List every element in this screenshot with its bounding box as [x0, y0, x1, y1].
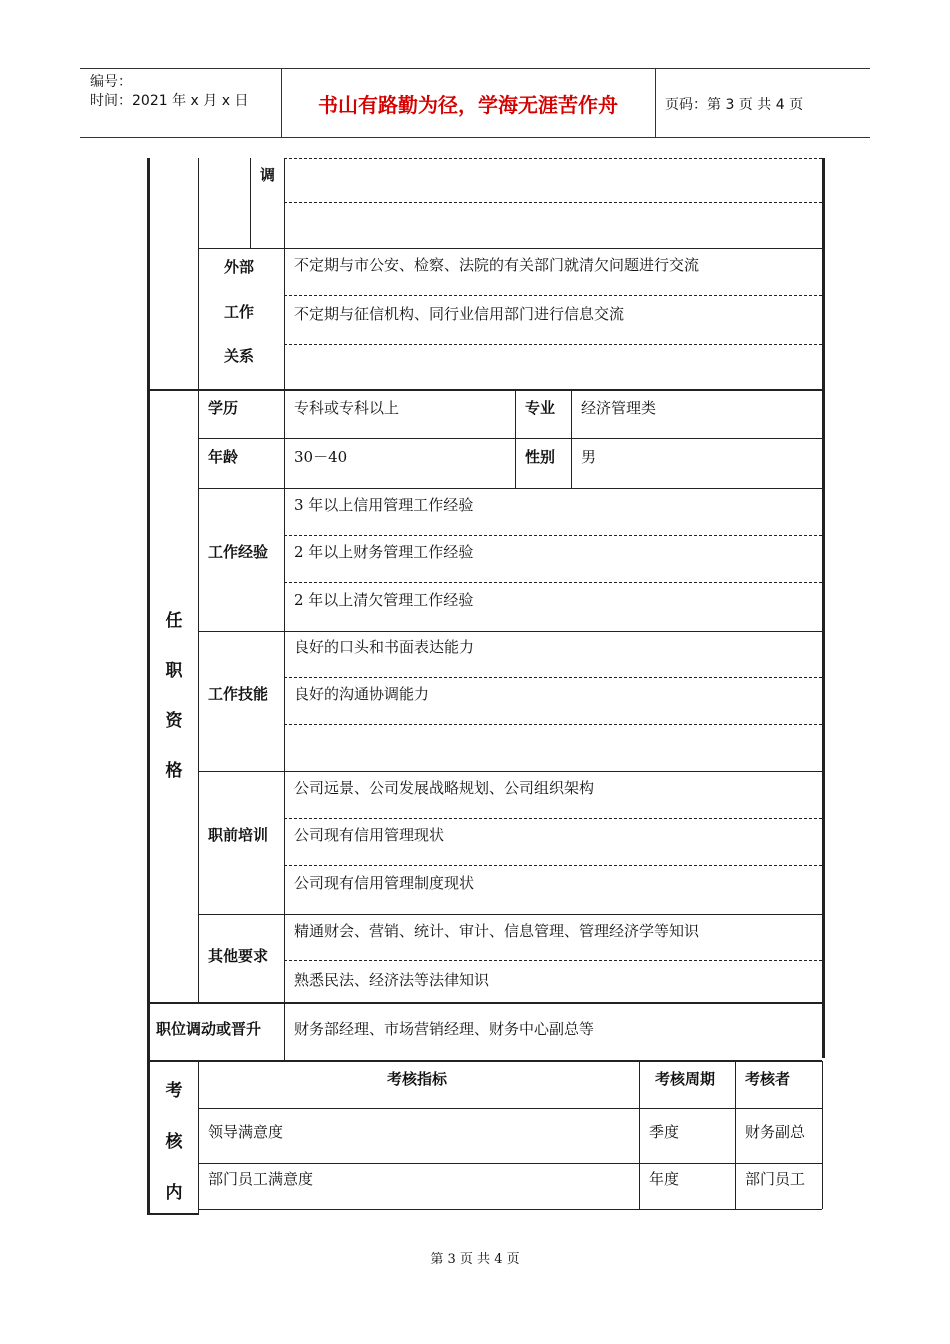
assessment-row-1-assessor: 财务副总 — [745, 1123, 806, 1141]
training-item-3: 公司现有信用管理制度现状 — [294, 874, 475, 892]
external-label-1: 外部 — [224, 258, 255, 276]
header-left — [90, 73, 248, 111]
doc-number-label: 编号： — [90, 74, 132, 90]
training-item-1: 公司远景、公司发展战略规划、公司组织架构 — [294, 779, 595, 797]
job-description-table — [150, 158, 825, 1215]
qualifications-label-4: 格 — [165, 761, 183, 781]
assessment-label-3: 内 — [165, 1183, 183, 1203]
education-label: 学历 — [208, 399, 239, 417]
assessment-row-2-period: 年度 — [649, 1170, 680, 1188]
major-value: 经济管理类 — [581, 399, 657, 417]
assessment-row-1-indicator: 领导满意度 — [208, 1123, 284, 1141]
training-label: 职前培训 — [208, 826, 269, 844]
assessment-label-2: 核 — [165, 1132, 183, 1152]
doc-time-label: 时间：2021 年 x 月 x 日 — [90, 93, 249, 109]
assessment-row-2-indicator: 部门员工满意度 — [208, 1170, 314, 1188]
other-label: 其他要求 — [208, 947, 269, 965]
assessment-header-period: 考核周期 — [655, 1070, 716, 1088]
major-label: 专业 — [525, 399, 556, 417]
qualifications-label-3: 资 — [165, 711, 183, 731]
external-item-2: 不定期与征信机构、同行业信用部门进行信息交流 — [294, 305, 625, 323]
training-item-2: 公司现有信用管理现状 — [294, 826, 445, 844]
internal-relations-tail: 调 — [260, 166, 276, 184]
page-footer: 第 3 页 共 4 页 — [430, 1252, 520, 1267]
promotion-label: 职位调动或晋升 — [156, 1020, 262, 1038]
experience-item-3: 2 年以上清欠管理工作经验 — [294, 591, 474, 609]
age-label: 年龄 — [208, 448, 239, 466]
other-item-2: 熟悉民法、经济法等法律知识 — [294, 971, 490, 989]
experience-label: 工作经验 — [208, 543, 269, 561]
assessment-header-indicator: 考核指标 — [387, 1070, 448, 1088]
assessment-label-1: 考 — [165, 1081, 183, 1101]
qualifications-label-1: 任 — [165, 611, 183, 631]
other-item-1: 精通财会、营销、统计、审计、信息管理、管理经济学等知识 — [294, 922, 700, 940]
skills-item-2: 良好的沟通协调能力 — [294, 685, 430, 703]
age-value: 30－40 — [294, 448, 348, 466]
gender-label: 性别 — [525, 448, 556, 466]
assessment-row-2-assessor: 部门员工 — [745, 1170, 806, 1188]
qualifications-label-2: 职 — [165, 661, 183, 681]
experience-item-1: 3 年以上信用管理工作经验 — [294, 496, 474, 514]
gender-value: 男 — [581, 448, 597, 466]
external-label-2: 工作 — [224, 303, 255, 321]
skills-item-1: 良好的口头和书面表达能力 — [294, 638, 475, 656]
assessment-header-assessor: 考核者 — [745, 1070, 791, 1088]
experience-item-2: 2 年以上财务管理工作经验 — [294, 543, 474, 561]
promotion-value: 财务部经理、市场营销经理、财务中心副总等 — [294, 1020, 595, 1038]
page-header — [80, 68, 870, 138]
header-motto: 书山有路勤为径，学海无涯苦作舟 — [318, 92, 618, 117]
external-item-1: 不定期与市公安、检察、法院的有关部门就清欠问题进行交流 — [294, 256, 700, 274]
skills-label: 工作技能 — [208, 685, 269, 703]
header-page-info: 页码：第 3 页 共 4 页 — [665, 97, 804, 113]
education-value: 专科或专科以上 — [294, 399, 400, 417]
external-label-3: 关系 — [224, 347, 255, 365]
assessment-row-1-period: 季度 — [649, 1123, 680, 1141]
